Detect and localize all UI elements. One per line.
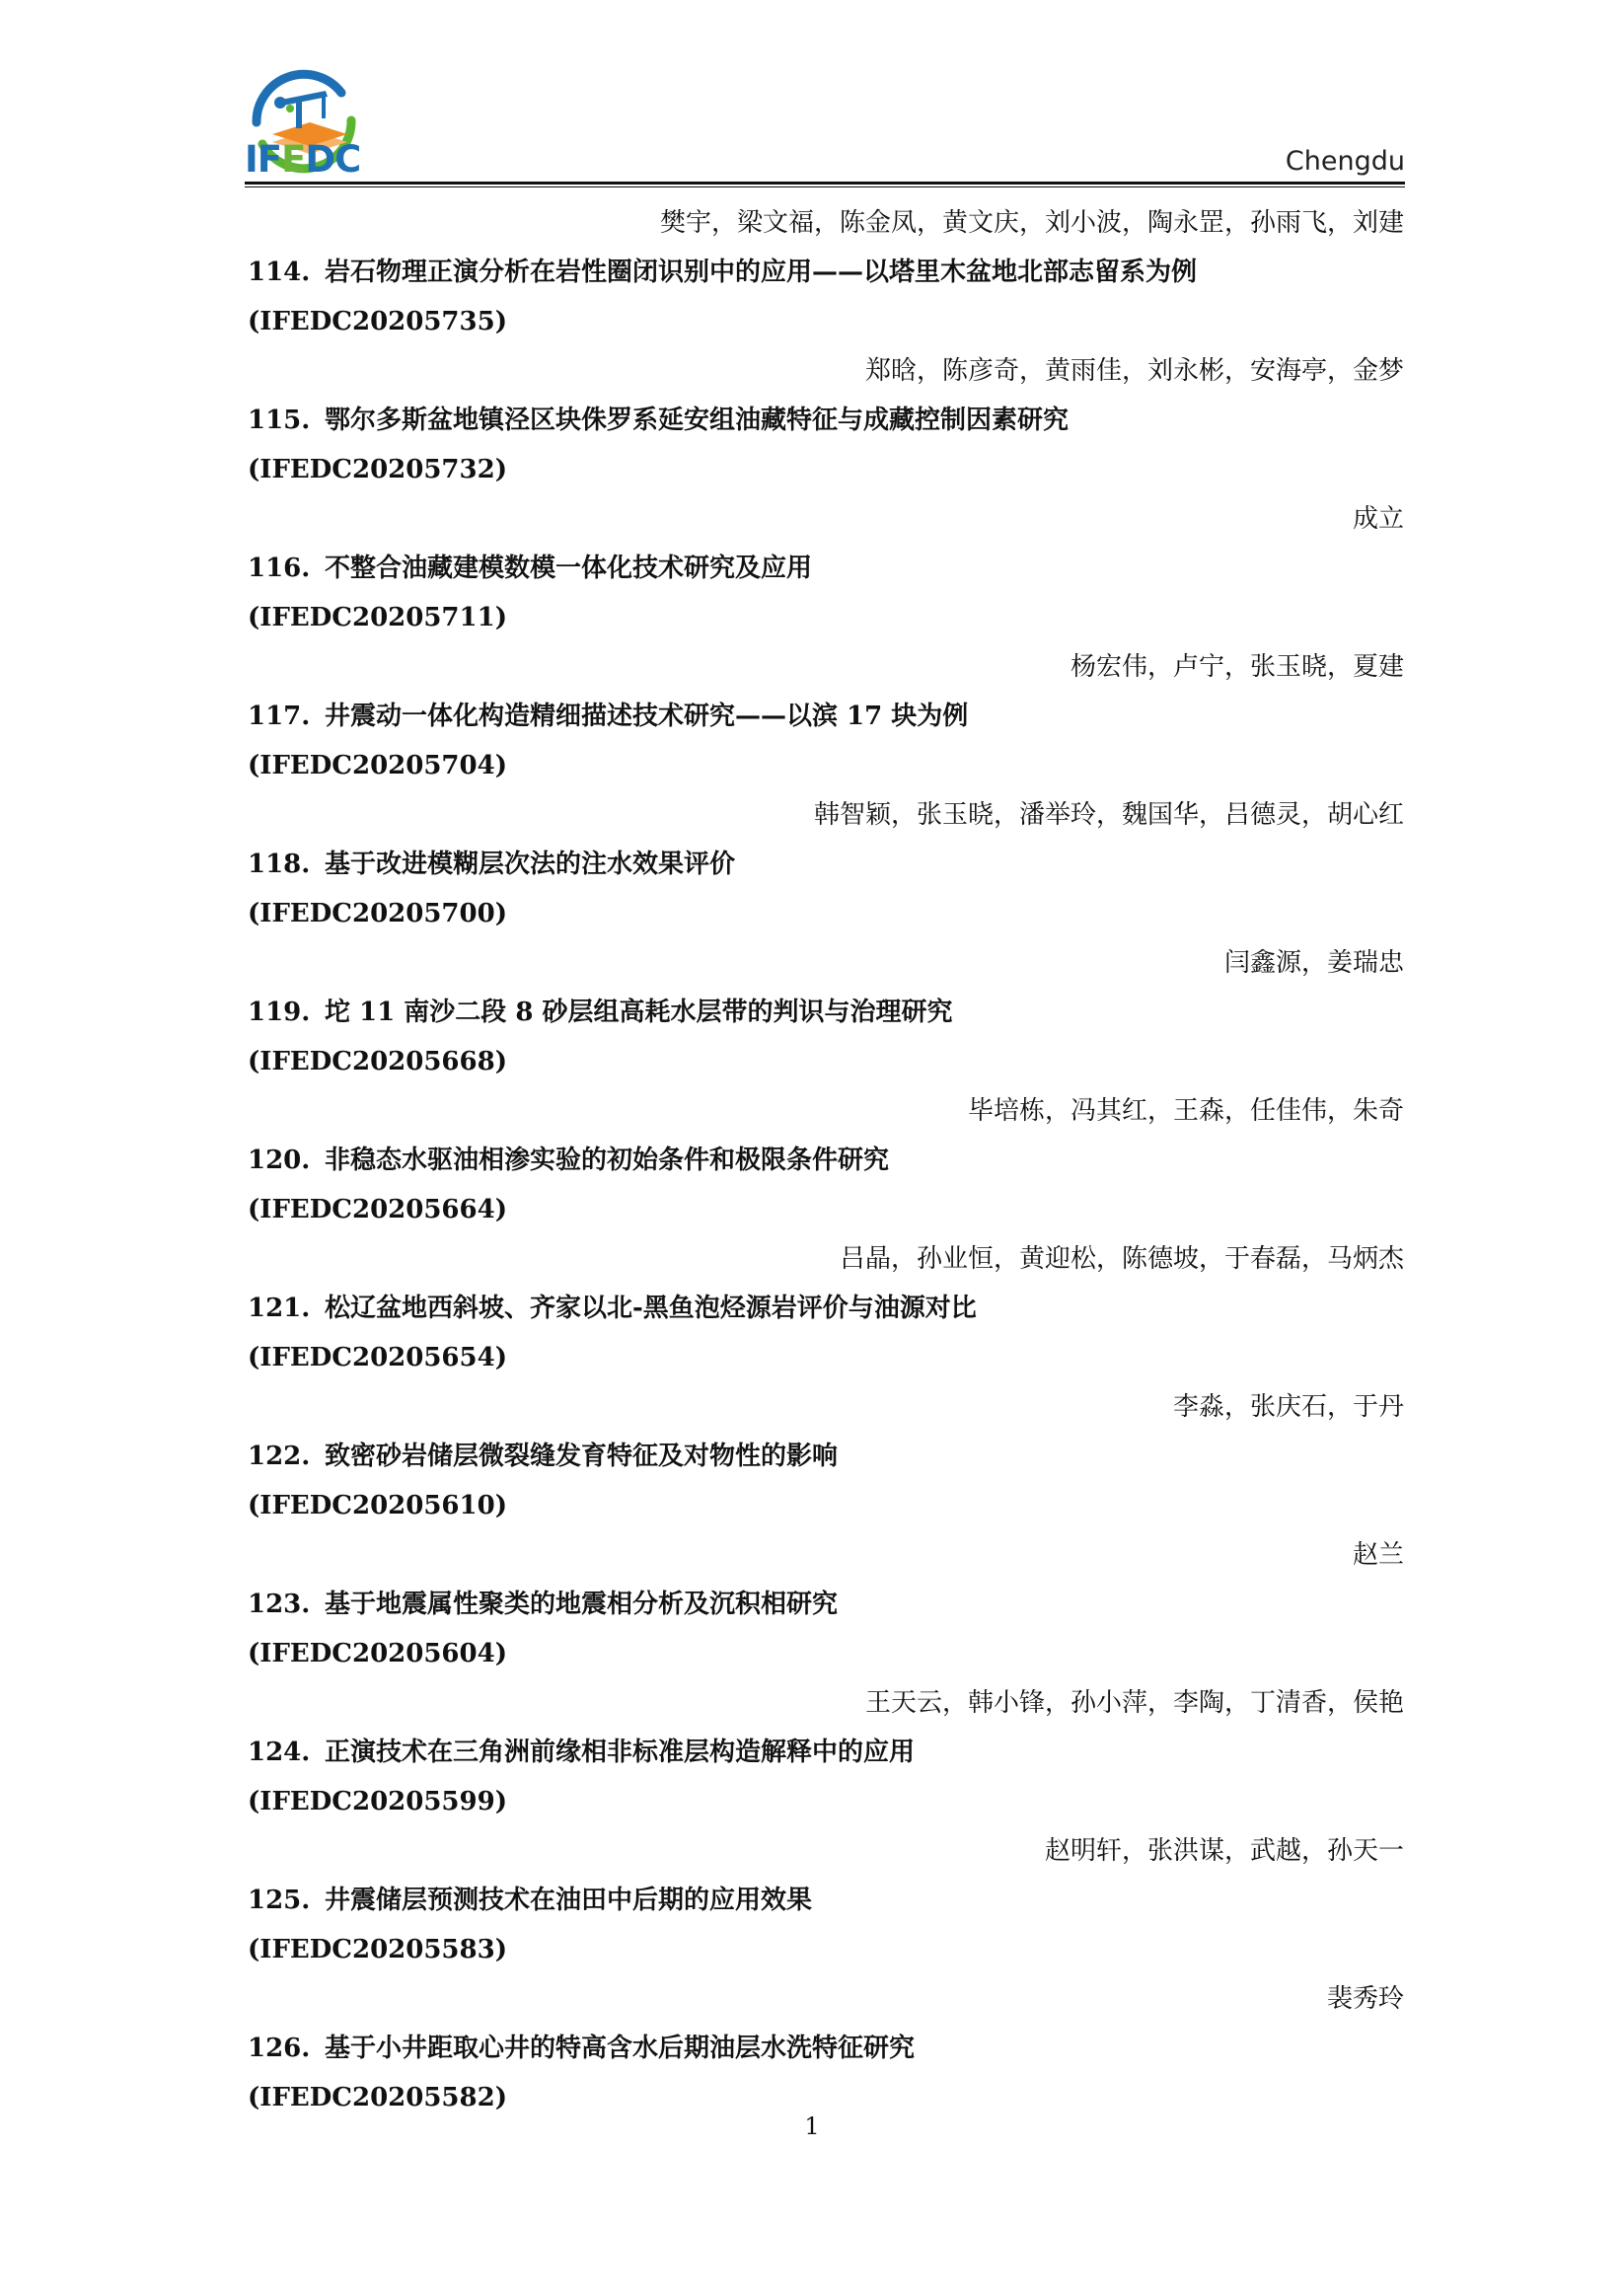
entry-authors: 韩智颖，张玉晓，潘举玲，魏国华，吕德灵，胡心红 xyxy=(813,800,1404,830)
entry-authors: 成立 xyxy=(1352,504,1404,534)
logo-text xyxy=(245,138,360,182)
entry-title-text: 鄂尔多斯盆地镇泾区块侏罗系延安组油藏特征与成藏控制因素研究 xyxy=(325,406,1070,435)
entry-title xyxy=(248,1737,915,1768)
entry-number: 119. xyxy=(248,998,311,1027)
entry-code: (IFEDC20205610) xyxy=(248,1491,508,1520)
entry-title xyxy=(248,701,968,732)
entry-code: (IFEDC20205604) xyxy=(248,1639,508,1668)
entry-title-text: 基于改进模糊层次法的注水效果评价 xyxy=(325,850,736,879)
continuation-authors: 樊宇，梁文福，陈金凤，黄文庆，刘小波，陶永罡，孙雨飞，刘建 xyxy=(659,208,1404,238)
header-rule-thin xyxy=(245,186,1405,187)
entry-title-text: 坨 11 南沙二段 8 砂层组高耗水层带的判识与治理研究 xyxy=(325,998,953,1027)
entry-code: (IFEDC20205668) xyxy=(248,1047,508,1076)
entry-number: 123. xyxy=(248,1590,311,1619)
entry-authors: 赵兰 xyxy=(1352,1540,1404,1570)
entry-number: 114. xyxy=(248,258,311,287)
entry-number: 126. xyxy=(248,2034,311,2063)
entry-number: 121. xyxy=(248,1294,311,1323)
entry-code: (IFEDC20205654) xyxy=(248,1343,508,1372)
entry-number: 125. xyxy=(248,1886,311,1915)
entry-authors: 赵明轩，张洪谋，武越，孙天一 xyxy=(1044,1836,1404,1866)
entry-number: 116. xyxy=(248,554,311,583)
entry-authors: 闫鑫源，姜瑞忠 xyxy=(1223,948,1404,978)
entry-title xyxy=(248,1441,838,1472)
entry-number: 122. xyxy=(248,1442,311,1471)
entry-title xyxy=(248,257,1197,288)
entry-code: (IFEDC20205583) xyxy=(248,1935,508,1964)
entry-title-text: 井震动一体化构造精细描述技术研究——以滨 17 块为例 xyxy=(325,702,969,731)
header-city: Chengdu xyxy=(1285,146,1405,177)
entry-title xyxy=(248,1145,889,1176)
entry-title-text: 基于小井距取心井的特高含水后期油层水洗特征研究 xyxy=(325,2034,916,2063)
logo-text-i: I xyxy=(245,138,258,181)
entry-title-text: 岩石物理正演分析在岩性圈闭识别中的应用——以塔里木盆地北部志留系为例 xyxy=(325,258,1198,287)
entry-authors: 李淼，张庆石，于丹 xyxy=(1172,1392,1404,1422)
entry-title xyxy=(248,405,1069,436)
entry-code: (IFEDC20205735) xyxy=(248,307,508,336)
entry-title xyxy=(248,553,812,584)
entry-title xyxy=(248,849,735,880)
header-rule xyxy=(245,182,1405,185)
entry-number: 120. xyxy=(248,1146,311,1175)
entry-title xyxy=(248,1885,812,1916)
entry-title-text: 松辽盆地西斜坡、齐家以北-黑鱼泡烃源岩评价与油源对比 xyxy=(325,1294,977,1323)
entry-title-text: 致密砂岩储层微裂缝发育特征及对物性的影响 xyxy=(325,1442,839,1471)
entry-number: 117. xyxy=(248,702,311,731)
entry-code: (IFEDC20205704) xyxy=(248,751,508,780)
entry-title-text: 不整合油藏建模数模一体化技术研究及应用 xyxy=(325,554,813,583)
logo-text-e: E xyxy=(281,138,306,181)
entry-authors: 吕晶，孙业恒，黄迎松，陈德坡，于春磊，马炳杰 xyxy=(839,1244,1404,1274)
entry-authors: 毕培栋，冯其红，王森，任佳伟，朱奇 xyxy=(967,1096,1404,1126)
logo-text-d: D xyxy=(305,138,335,181)
logo-text-c: C xyxy=(334,138,361,181)
entry-number: 115. xyxy=(248,406,311,435)
entry-title xyxy=(248,1589,838,1620)
entry-code: (IFEDC20205582) xyxy=(248,2083,508,2112)
entry-title-text: 正演技术在三角洲前缘相非标准层构造解释中的应用 xyxy=(325,1738,916,1767)
entry-title-text: 基于地震属性聚类的地震相分析及沉积相研究 xyxy=(325,1590,839,1619)
entry-title xyxy=(248,997,952,1028)
entry-authors: 杨宏伟，卢宁，张玉晓，夏建 xyxy=(1070,652,1404,682)
entry-title xyxy=(248,1293,977,1324)
entry-code: (IFEDC20205599) xyxy=(248,1787,508,1816)
entry-number: 118. xyxy=(248,850,311,879)
entry-code: (IFEDC20205664) xyxy=(248,1195,508,1224)
entry-code: (IFEDC20205700) xyxy=(248,899,508,928)
entry-code: (IFEDC20205711) xyxy=(248,603,508,632)
entry-authors: 郑晗，陈彦奇，黄雨佳，刘永彬，安海亭，金梦 xyxy=(864,356,1404,386)
entry-code: (IFEDC20205732) xyxy=(248,455,508,484)
entry-authors: 王天云，韩小锋，孙小萍，李陶，丁清香，侯艳 xyxy=(864,1688,1404,1718)
entry-authors: 裴秀玲 xyxy=(1326,1984,1404,2014)
entry-title-text: 井震储层预测技术在油田中后期的应用效果 xyxy=(325,1886,813,1915)
entry-title-text: 非稳态水驱油相渗实验的初始条件和极限条件研究 xyxy=(325,1146,890,1175)
entry-number: 124. xyxy=(248,1738,311,1767)
entry-title xyxy=(248,2033,915,2064)
page-number: 1 xyxy=(804,2112,820,2140)
logo-text-f: F xyxy=(257,138,282,181)
